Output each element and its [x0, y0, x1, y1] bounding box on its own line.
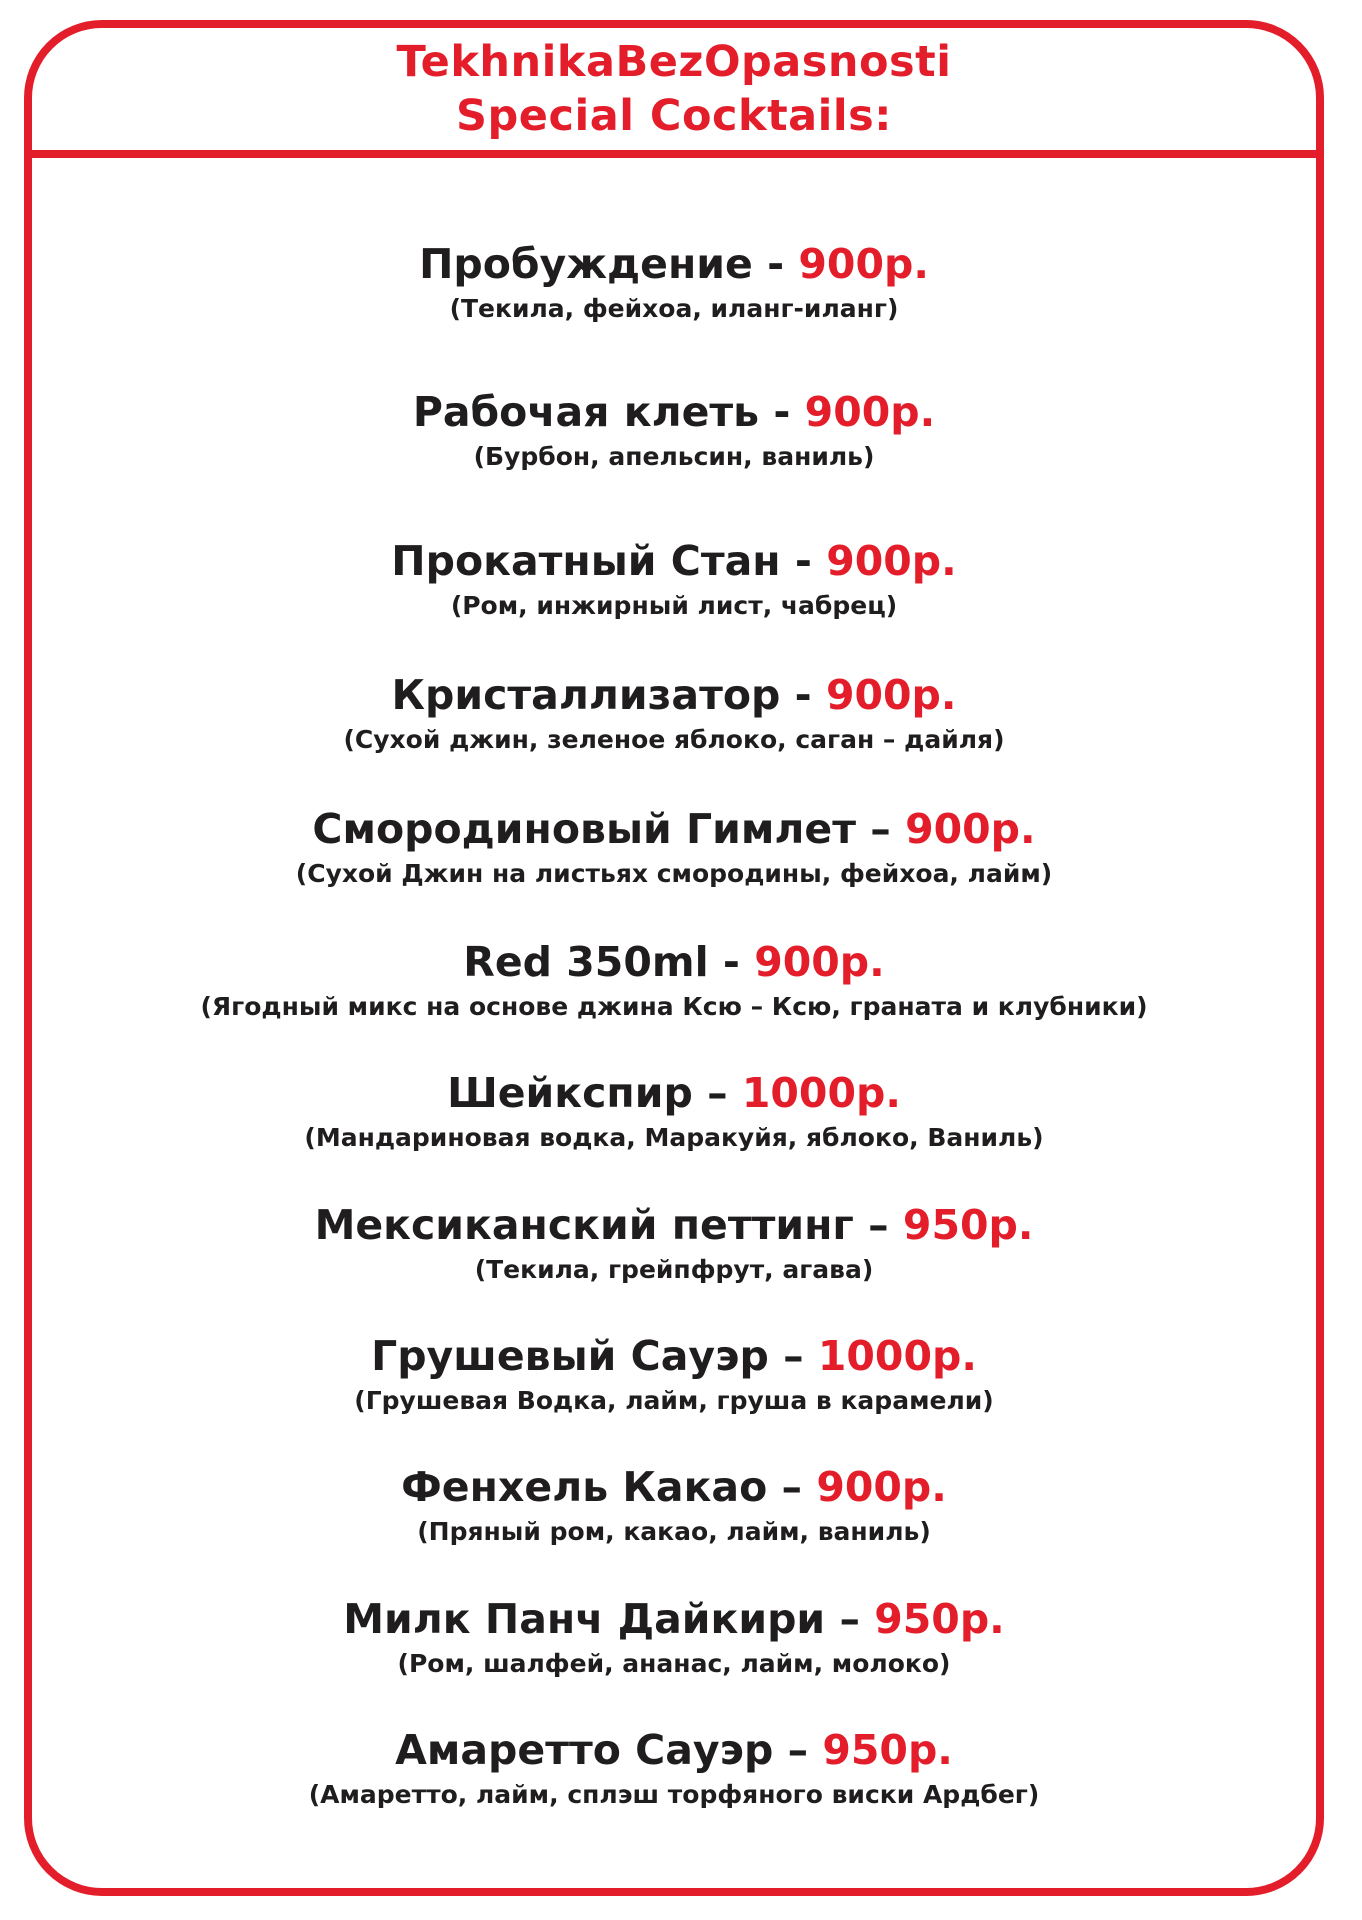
price-separator: –: [768, 1332, 818, 1380]
cocktail-price: 900р.: [826, 537, 957, 585]
cocktail-title: [32, 239, 1316, 289]
cocktail-title: [32, 1594, 1316, 1644]
cocktail-price: 950р.: [874, 1595, 1005, 1643]
cocktail-list: [32, 28, 1316, 1888]
price-separator: –: [767, 1463, 817, 1511]
price-separator: –: [773, 1726, 823, 1774]
price-separator: -: [708, 938, 755, 986]
cocktail-price: 900р.: [905, 805, 1036, 853]
cocktail-title: [32, 937, 1316, 987]
cocktail-price: 900р.: [825, 671, 957, 719]
cocktail-ingredients: (Ром, инжирный лист, чабрец): [450, 591, 898, 620]
cocktail-title: [32, 670, 1316, 720]
cocktail-price: 1000р.: [817, 1332, 977, 1380]
cocktail-title: [32, 387, 1316, 437]
cocktail-name: Пробуждение: [419, 240, 753, 288]
cocktail-item: [32, 1200, 1316, 1286]
cocktail-price: 900р.: [798, 240, 929, 288]
cocktail-ingredients: (Амаретто, лайм, сплэш торфяного виски Ардбег): [308, 1780, 1040, 1809]
cocktail-price: 900р.: [804, 388, 936, 436]
cocktail-name: Рабочая клеть: [412, 388, 760, 436]
price-separator: -: [780, 671, 826, 719]
cocktail-ingredients: (Грушевая Водка, лайм, груша в карамели): [354, 1386, 994, 1415]
menu-frame: [24, 20, 1324, 1896]
cocktail-item: [32, 1462, 1316, 1548]
cocktail-price: 900р.: [816, 1463, 947, 1511]
cocktail-item: [32, 387, 1316, 473]
cocktail-name: Мексиканский петтинг: [314, 1201, 854, 1249]
cocktail-price: 950р.: [822, 1726, 953, 1774]
cocktail-ingredients: (Пряный ром, какао, лайм, ваниль): [417, 1517, 931, 1546]
cocktail-ingredients: (Текила, грейпфрут, агава): [474, 1255, 874, 1284]
cocktail-title: [32, 1462, 1316, 1512]
price-separator: –: [692, 1069, 742, 1117]
cocktail-ingredients: (Ром, шалфей, ананас, лайм, молоко): [397, 1649, 951, 1678]
cocktail-item: [32, 1331, 1316, 1417]
cocktail-item: [32, 1725, 1316, 1811]
cocktail-item: [32, 670, 1316, 756]
cocktail-name: Кристаллизатор: [391, 671, 781, 719]
price-separator: –: [825, 1595, 875, 1643]
price-separator: –: [853, 1201, 903, 1249]
cocktail-name: Red 350ml: [463, 938, 709, 986]
cocktail-title: [32, 1200, 1316, 1250]
cocktail-name: Амаретто Сауэр: [395, 1726, 774, 1774]
cocktail-title: [32, 1725, 1316, 1775]
cocktail-ingredients: (Сухой джин, зеленое яблоко, саган – дайля): [343, 725, 1005, 754]
price-separator: -: [759, 388, 805, 436]
cocktail-item: [32, 937, 1316, 1023]
cocktail-ingredients: (Сухой Джин на листьях смородины, фейхоа, лайм): [295, 859, 1053, 888]
cocktail-price: 1000р.: [741, 1069, 901, 1117]
cocktail-item: [32, 239, 1316, 325]
cocktail-title: [32, 536, 1316, 586]
price-separator: -: [780, 537, 827, 585]
cocktail-title: [32, 804, 1316, 854]
cocktail-name: Фенхель Какао: [401, 1463, 768, 1511]
cocktail-title: [32, 1068, 1316, 1118]
cocktail-ingredients: (Текила, фейхоа, иланг-иланг): [449, 294, 899, 323]
cocktail-item: [32, 536, 1316, 622]
cocktail-name: Милк Панч Дайкири: [343, 1595, 826, 1643]
cocktail-name: Смородиновый Гимлет: [312, 805, 857, 853]
cocktail-ingredients: (Бурбон, апельсин, ваниль): [473, 442, 875, 471]
cocktail-ingredients: (Ягодный микс на основе джина Ксю – Ксю, граната и клубники): [200, 992, 1148, 1021]
cocktail-price: 950р.: [902, 1201, 1034, 1249]
cocktail-ingredients: (Мандариновая водка, Маракуйя, яблоко, Ваниль): [304, 1123, 1044, 1152]
cocktail-name: Шейкспир: [447, 1069, 693, 1117]
cocktail-item: [32, 1594, 1316, 1680]
cocktail-name: Прокатный Стан: [391, 537, 781, 585]
cocktail-item: [32, 1068, 1316, 1154]
cocktail-price: 900р.: [754, 938, 885, 986]
header-title-line-1: TekhnikaBezOpasnosti: [396, 37, 952, 87]
cocktail-title: [32, 1331, 1316, 1381]
header-title-line-2: Special Cocktails:: [456, 91, 892, 141]
cocktail-item: [32, 804, 1316, 890]
cocktail-name: Грушевый Сауэр: [371, 1332, 769, 1380]
price-separator: –: [856, 805, 906, 853]
price-separator: -: [752, 240, 799, 288]
